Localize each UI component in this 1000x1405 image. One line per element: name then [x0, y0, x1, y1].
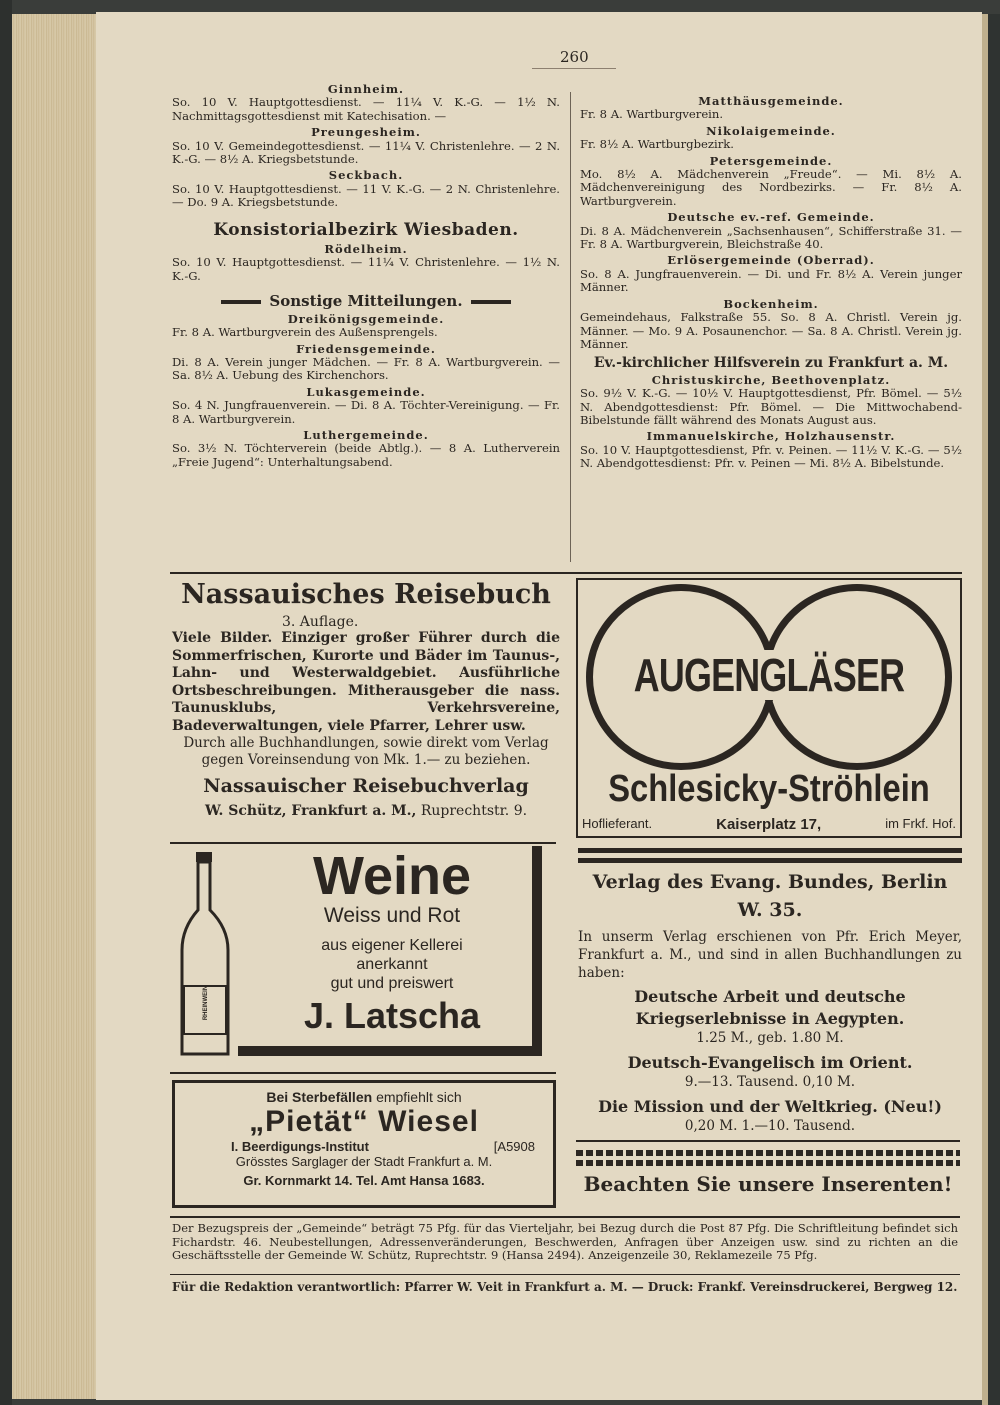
- weine-bottom-bar: [238, 1046, 542, 1056]
- augen-right: im Frkf. Hof.: [885, 816, 956, 831]
- ad-augenglaeser: [576, 578, 962, 838]
- section-heading: Erlösergemeinde (Oberrad).: [667, 253, 875, 268]
- section-text: Fr. 8 A. Wartburgverein.: [580, 107, 724, 122]
- ad-reisebuch: [172, 576, 560, 838]
- section-text: So. 3½ N. Töchterverein (beide Abtlg.). — 8 A. Lutherverein „Freie Jugend“: Unterhaltungsabend.: [172, 441, 560, 469]
- ad-rule: [576, 1140, 960, 1142]
- reisebuch-body: Viele Bilder. Einziger großer Führer durch die Sommerfrischen, Kurorte und Bäder im Taunus-, Lahn- und Westerwaldgebiet. Ausführliche Ortsbeschreibungen. Mitherausgeber die nass. Taunusklubs, Verkehrsvereine, Badeverwaltungen, viele Pfarrer, Lehrer usw.: [172, 630, 560, 734]
- section-heading: Seckbach.: [328, 168, 404, 183]
- section-text: So. 10 V. Gemeindegottesdienst. — 11¼ V. Christenlehre. — 2 N. K.-G. — 8½ A. Kriegsbetstunde.: [172, 138, 560, 167]
- weine-line3: anerkannt: [356, 956, 428, 973]
- verlag-price2: 9.—13. Tausend. 0,10 M.: [684, 1074, 856, 1090]
- immanuel-heading: Immanuelskirche, Holzhausenstr.: [646, 429, 896, 444]
- reisebuch-order: Durch alle Buchhandlungen, sowie direkt vom Verlag gegen Voreinsendung von Mk. 1.— zu beziehen.: [183, 735, 549, 768]
- section-rule: [170, 572, 962, 574]
- verlag-intro: In unserm Verlag erschienen von Pfr. Erich Meyer, Frankfurt a. M., und sind in allen Buchhandlungen zu haben:: [578, 929, 962, 981]
- footer-text: Der Bezugspreis der „Gemeinde“ beträgt 75 Pfg. für das Vierteljahr, bei Bezug durch die Post 87 Pfg. Die Schriftleitung befindet sich Fichardstr. 46. Neubestellungen, Adressenveränderungen, Beschwerden, Anfragen über Anzeigen usw. sind zu richten an die Geschäftsstelle der Gemeinde W. Schütz, Ruprechtstr. 9 (Hansa 2494). Anzeigenzeile 30, Reklamezeile 75 Pfg.: [172, 1221, 958, 1262]
- section-roedelheim: [172, 243, 560, 283]
- section-heading: Lukasgemeinde.: [306, 384, 426, 399]
- footer-imprint: Für die Redaktion verantwortlich: Pfarrer W. Veit in Frankfurt a. M. — Druck: Frankf. Vereinsdruckerei, Bergweg 12.: [172, 1280, 958, 1294]
- section-heading: Luthergemeinde.: [303, 427, 429, 442]
- section-heading: Nikolaigemeinde.: [706, 123, 836, 138]
- sonstige-header: [172, 292, 560, 311]
- section-heading: Friedensgemeinde.: [296, 341, 436, 356]
- footer-rule: [170, 1216, 960, 1218]
- verlag-book1: Deutsche Arbeit und deutsche Kriegserlebnisse in Aegypten.: [634, 987, 906, 1028]
- right-edge: [982, 14, 1000, 1405]
- section-nikolai: [580, 125, 962, 152]
- decorative-bar: [221, 300, 261, 304]
- section-text: So. 4 N. Jungfrauenverein. — Di. 8 A. Töchter-Vereinigung. — Fr. 8 A. Wartburgverein.: [172, 398, 560, 426]
- pietaet-line1-bold: Bei Sterbefällen: [266, 1089, 373, 1105]
- section-evref: [580, 211, 962, 251]
- decorative-bar: [471, 300, 511, 304]
- augen-title: AUGENGLÄSER: [620, 650, 918, 700]
- reisebuch-address-street: Ruprechtstr. 9.: [420, 803, 528, 819]
- section-erloeser: [580, 254, 962, 294]
- section-text: Gemeindehaus, Falkstraße 55. So. 8 A. Christl. Verein jg. Männer. — Mo. 9 A. Posaunenchor. — Sa. 8 A. Christl. Verein jg. Männer.: [580, 310, 962, 351]
- section-heading: Preungesheim.: [311, 125, 421, 140]
- verlag-book3: Die Mission und der Weltkrieg. (Neu!): [598, 1097, 942, 1116]
- reisebuch-address-name: W. Schütz, Frankfurt a. M.,: [204, 803, 417, 819]
- column-divider: [570, 92, 571, 562]
- beachten-text: Beachten Sie unsere Inserenten!: [583, 1172, 953, 1196]
- section-heading: Dreikönigsgemeinde.: [287, 311, 445, 326]
- section-heading: Deutsche ev.-ref. Gemeinde.: [667, 210, 875, 225]
- section-text: So. 8 A. Jungfrauenverein. — Di. und Fr. 8½ A. Verein junger Männer.: [580, 266, 962, 295]
- section-heading: Bockenheim.: [723, 296, 819, 311]
- pietaet-line3-code: [A5908: [493, 1139, 535, 1154]
- book-binding: [0, 0, 12, 1405]
- pietaet-line3-bold: I. Beerdigungs-Institut: [231, 1139, 369, 1154]
- section-dreikoenig: [172, 313, 560, 340]
- reisebuch-title: Nassauisches Reisebuch: [181, 579, 551, 610]
- konsistorial-heading: Konsistorialbezirk Wiesbaden.: [213, 219, 519, 240]
- ad-weine: [170, 846, 560, 1070]
- section-seckbach: [172, 169, 560, 209]
- section-text: So. 10 V. Hauptgottesdienst. — 11¼ V. Christenlehre. — 1½ N. K.-G.: [172, 255, 560, 283]
- section-text: Fr. 8½ A. Wartburgbezirk.: [580, 137, 734, 152]
- ad-rule: [170, 842, 556, 844]
- ad-rule-thick: [578, 848, 962, 853]
- ad-pietaet: [172, 1080, 556, 1208]
- left-column: [172, 80, 560, 469]
- page-number-rule: [532, 68, 616, 69]
- reisebuch-edition: 3. Auflage.: [282, 614, 359, 630]
- augen-firm: Schlesicky-Ströhlein: [608, 768, 930, 810]
- section-ginnheim: [172, 83, 560, 123]
- verlag-heading: Verlag des Evang. Bundes, Berlin W. 35.: [592, 871, 948, 921]
- section-text: Di. 8 A. Verein junger Mädchen. — Fr. 8 A. Wartburgverein. — Sa. 8½ A. Uebung des Kirchenchors.: [172, 354, 560, 383]
- section-text: So. 10 V. Hauptgottesdienst. — 11 V. K.-G. — 2 N. Christenlehre. — Do. 9 A. Kriegsbetstunde.: [172, 181, 560, 210]
- section-bockenheim: [580, 298, 962, 352]
- pietaet-line1-rest: empfiehlt sich: [376, 1089, 462, 1105]
- verlag-price1: 1.25 M., geb. 1.80 M.: [696, 1030, 844, 1046]
- pietaet-line5: Gr. Kornmarkt 14. Tel. Amt Hansa 1683.: [243, 1173, 485, 1188]
- section-text: Di. 8 A. Mädchenverein „Sachsenhausen“, Schifferstraße 31. — Fr. 8 A. Wartburgverein, Bleichstraße 40.: [580, 223, 962, 252]
- ad-beachten: [576, 1150, 960, 1212]
- section-heading: Petersgemeinde.: [709, 153, 833, 168]
- section-lukas: [172, 386, 560, 426]
- section-text: So. 10 V. Hauptgottesdienst. — 11¼ V. K.-G. — 1½ N. Nachmittagsgottesdienst mit Katechisation. —: [172, 95, 560, 123]
- section-text: Mo. 8½ A. Mädchenverein „Freude“. — Mi. 8½ A. Mädchenvereinigung des Nordbezirks. — Fr. 8½ A. Wartburgverein.: [580, 167, 962, 208]
- pietaet-name: „Pietät“ Wiesel: [249, 1105, 479, 1138]
- page-edges: [12, 14, 98, 1399]
- footer-rule-thin: [170, 1274, 960, 1275]
- hilfsverein-heading: Ev.-kirchlicher Hilfsverein zu Frankfurt a. M.: [593, 355, 949, 372]
- section-frieden: [172, 343, 560, 383]
- right-column: [580, 92, 962, 471]
- weine-line4: gut und preiswert: [330, 975, 454, 992]
- reisebuch-publisher: Nassauischer Reisebuchverlag: [203, 775, 529, 797]
- augen-left: Hoflieferant.: [582, 816, 653, 831]
- sonstige-heading: Sonstige Mitteilungen.: [269, 292, 463, 311]
- section-luther: [172, 429, 560, 469]
- ad-rule: [170, 1072, 556, 1074]
- christus-heading: Christuskirche, Beethovenplatz.: [651, 372, 891, 387]
- pietaet-line4: Grösstes Sarglager der Stadt Frankfurt a. M.: [235, 1154, 493, 1169]
- section-peters: [580, 155, 962, 209]
- augen-middle: Kaiserplatz 17,: [716, 816, 822, 833]
- section-preungesheim: [172, 126, 560, 166]
- section-heading: Matthäusgemeinde.: [698, 94, 844, 108]
- immanuel-text: So. 10 V. Hauptgottesdienst, Pfr. v. Peinen. — 11½ V. K.-G. — 5½ N. Abendgottesdienst: Pfr. v. Peinen — Mi. 8½ A. Bibelstunde.: [580, 442, 962, 471]
- section-heading: Ginnheim.: [327, 82, 405, 96]
- section-matthaeus: [580, 95, 962, 122]
- weine-line1: Weiss und Rot: [323, 904, 461, 927]
- page-number: 260: [560, 48, 589, 66]
- ad-rule-thick: [578, 858, 962, 863]
- bottle-label: RHEINWEIN: [203, 985, 209, 1021]
- verlag-book2: Deutsch-Evangelisch im Orient.: [627, 1053, 913, 1072]
- weine-line2: aus eigener Kellerei: [321, 937, 463, 954]
- section-heading: Rödelheim.: [324, 242, 408, 257]
- verlag-price3: 0,20 M. 1.—10. Tausend.: [684, 1118, 856, 1134]
- dashed-rule: [576, 1150, 960, 1156]
- ad-verlag: [578, 868, 962, 1138]
- wine-bottle-icon: [176, 850, 236, 1062]
- christus-text: So. 9½ V. K.-G. — 10½ V. Hauptgottesdienst, Pfr. Bömel. — 5½ N. Abendgottesdienst: Pfr. Bömel. — Die Mittwochabend-Bibelstunde fällt während des Monats August aus.: [580, 386, 962, 427]
- section-text: Fr. 8 A. Wartburgverein des Außensprengels.: [172, 325, 438, 340]
- weine-side-bar: [532, 846, 542, 1056]
- weine-name: J. Latscha: [303, 995, 481, 1036]
- weine-title: Weine: [312, 846, 472, 906]
